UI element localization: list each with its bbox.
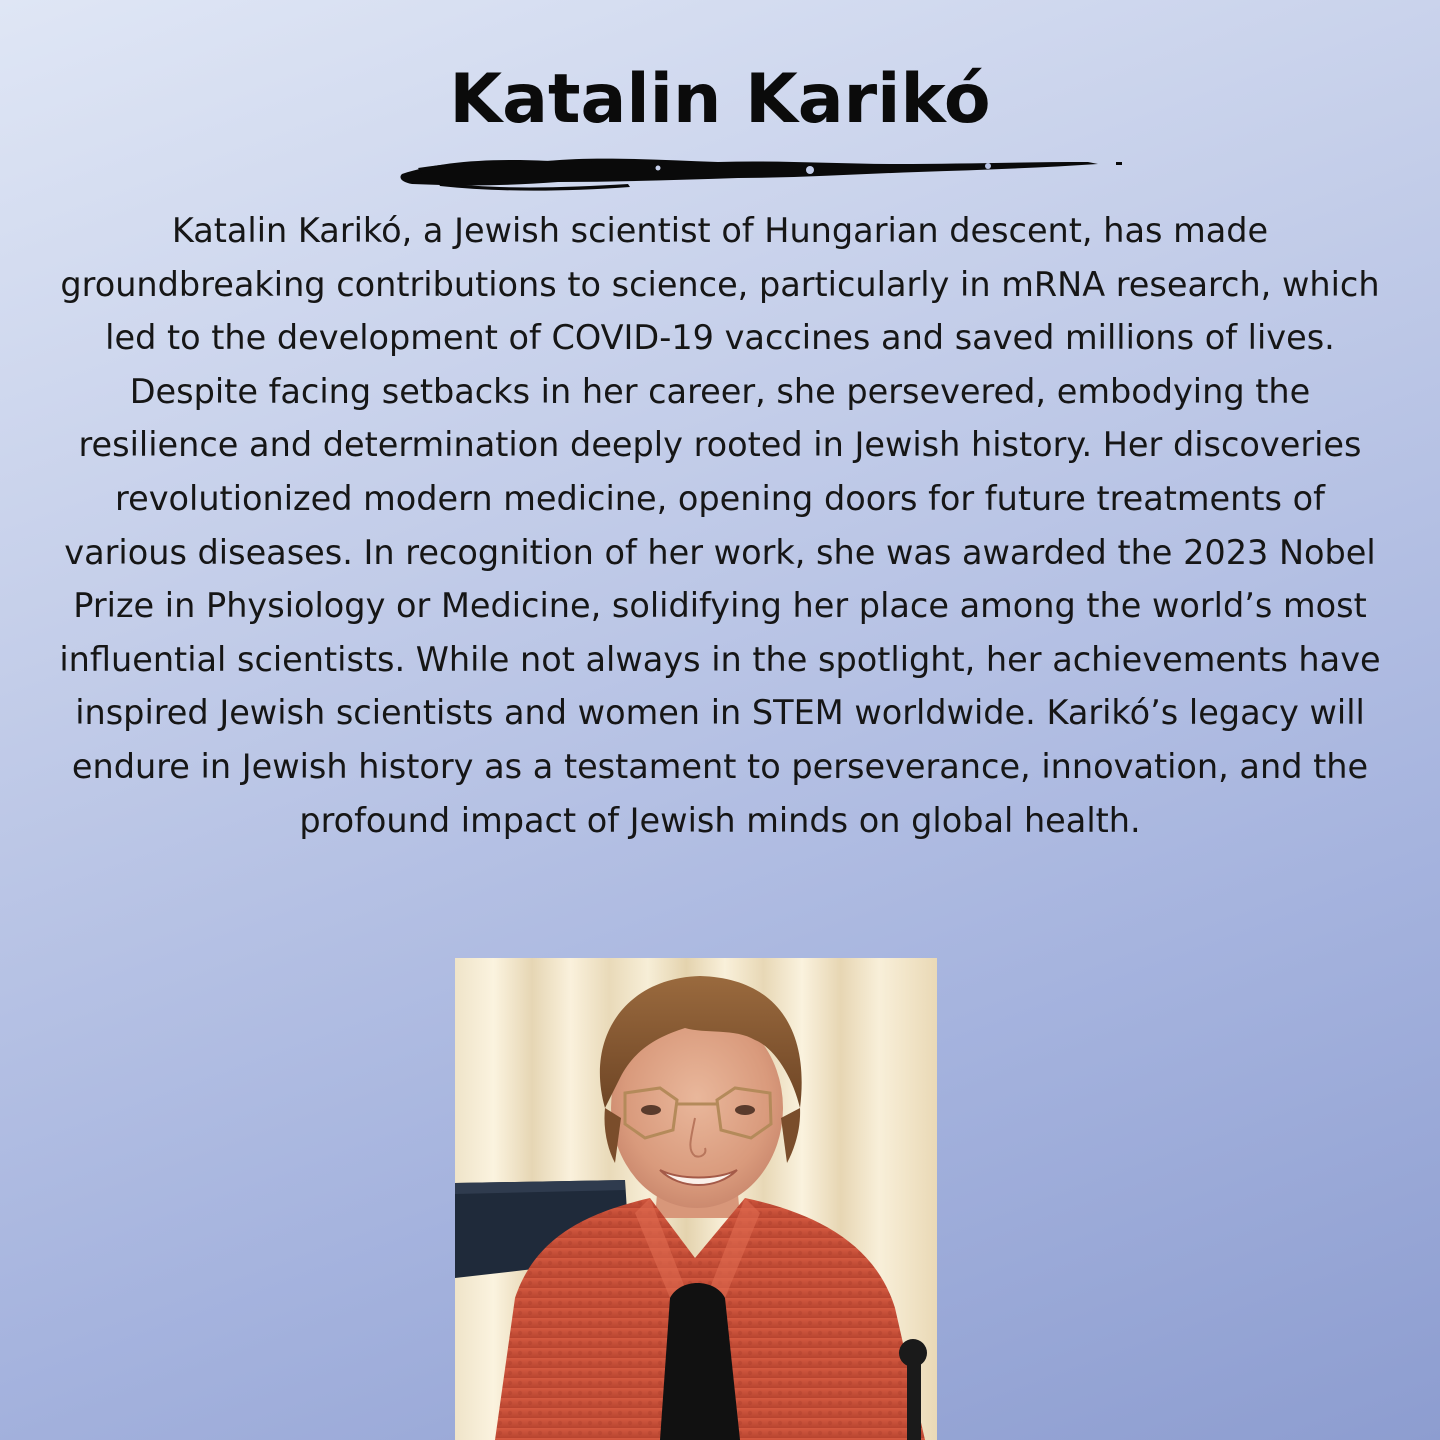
biography-paragraph: Katalin Karikó, a Jewish scientist of Hungarian descent, has made groundbreaking contributions to science, particularly in mRNA research, which led to the development of COVID-19 vaccines and saved millions of lives. Despite facing setbacks in her career, she persevered, embodying the resilience and determination deeply rooted in Jewish history. Her discoveries revolutionized modern medicine, opening doors for future treatments of various diseases. In recognition of her work, she was awarded the 2023 Nobel Prize in Physiology or Medicine, solidifying her place among the world’s most influential scientists. While not always in the spotlight, her achievements have inspired Jewish scientists and women in STEM worldwide. Karikó’s legacy will endure in Jewish history as a testament to perseverance, innovation, and the profound impact of Jewish minds on global health.	[59, 211, 1381, 840]
page-title: Katalin Karikó	[449, 60, 991, 139]
portrait-photo	[455, 958, 937, 1440]
brush-stroke-underline-icon	[398, 152, 1130, 194]
